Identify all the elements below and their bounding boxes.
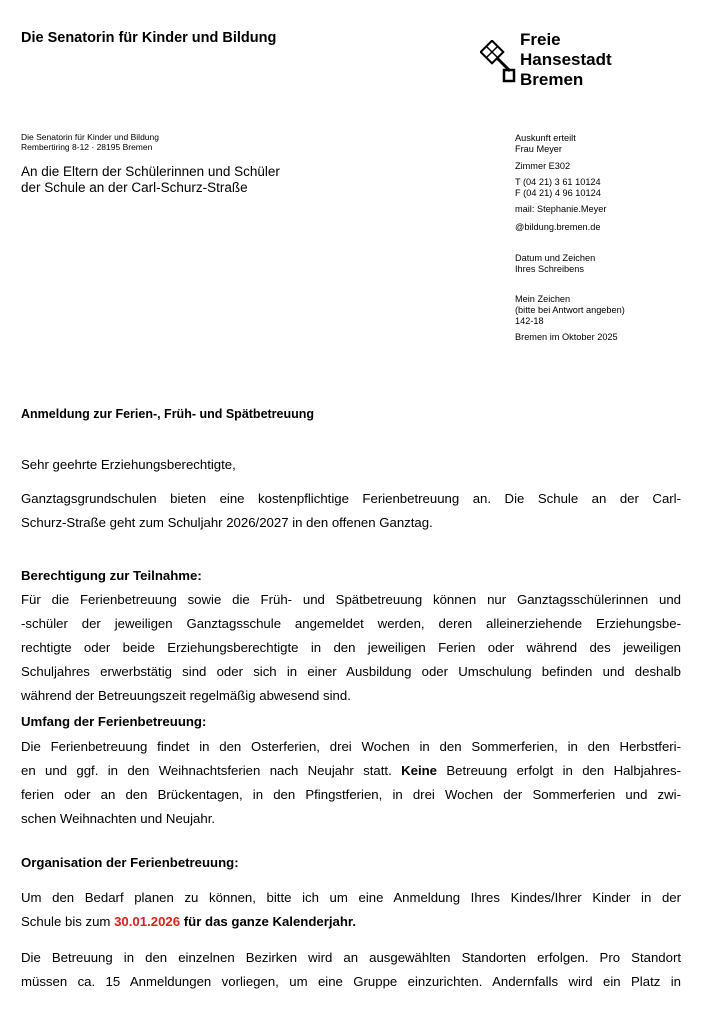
section-heading-organisation: Organisation der Ferienbetreuung: [21, 855, 239, 870]
organisation-para2-line-1: Die Betreuung in den einzelnen Bezirken wird an ausgewählten Standorten erfolgen. Pro Standort [21, 950, 681, 965]
info-zeichen-3: 142-18 [515, 316, 544, 326]
organisation-line-2 [21, 910, 681, 934]
section-umfang-text [21, 735, 681, 831]
deadline-date: 30.01.2026 [114, 914, 181, 929]
berechtigung-line-1: Für die Ferienbetreuung sowie die Früh- und Spätbetreuung können nur Ganztagsschülerinnen und [21, 592, 681, 607]
umfang-line-2-end: Betreuung erfolgt in den Halbjahres- [437, 763, 681, 778]
info-name: Frau Meyer [515, 144, 562, 154]
sender-line-1: Die Senatorin für Kinder und Bildung [21, 132, 159, 142]
info-zimmer: Zimmer E302 [515, 161, 571, 171]
sender-address [21, 132, 159, 152]
info-datum-1: Datum und Zeichen [515, 253, 596, 263]
intro-line-2: Schurz-Straße geht zum Schuljahr 2026/2027 in den offenen Ganztag. [21, 515, 433, 530]
info-auskunft: Auskunft erteilt [515, 133, 576, 143]
umfang-line-3: ferien oder an den Brückentagen, in den Pfingstferien, in drei Wochen der Sommerferien und zwi- [21, 787, 681, 802]
info-fax: F (04 21) 4 96 10124 [515, 188, 601, 198]
letter-subject: Anmeldung zur Ferien-, Früh- und Spätbetreuung [21, 407, 315, 421]
organisation-para2-line-2: müssen ca. 15 Anmeldungen vorliegen, um eine Gruppe einzurichten. Andernfalls wird ein Platz in [21, 974, 681, 989]
umfang-line-1: Die Ferienbetreuung findet in den Osterferien, drei Wochen in den Sommerferien, in den Herbstferi- [21, 739, 681, 754]
section-heading-berechtigung: Berechtigung zur Teilnahme: [21, 568, 202, 583]
info-zeichen-1: Mein Zeichen [515, 294, 571, 304]
umfang-keine: Keine [401, 763, 438, 778]
berechtigung-line-3: rechtigte oder beide Erziehungsberechtigte in den jeweiligen Ferien oder während des jeweiligen [21, 640, 681, 655]
recipient-address [21, 164, 280, 196]
umfang-line-2 [21, 759, 681, 783]
header-title: Die Senatorin für Kinder und Bildung [21, 30, 277, 46]
recipient-line-1: An die Eltern der Schülerinnen und Schüler [21, 164, 280, 179]
info-datum-2: Ihres Schreibens [515, 264, 584, 274]
organisation-line-1: Um den Bedarf planen zu können, bitte ich um eine Anmeldung Ihres Kindes/Ihrer Kinder in der [21, 890, 681, 905]
section-organisation-text [21, 886, 681, 934]
sender-line-2: Rembertiring 8-12 · 28195 Bremen [21, 142, 153, 152]
umfang-line-2-start: en und ggf. in den Weihnachtsferien nach Neujahr statt. [21, 763, 402, 778]
section-berechtigung-text [21, 588, 681, 708]
info-box [515, 133, 705, 343]
section-heading-umfang: Umfang der Ferienbetreuung: [21, 714, 207, 729]
logo-line-3: Bremen [520, 70, 584, 89]
bremen-key-icon [480, 40, 516, 84]
info-ort-datum: Bremen im Oktober 2025 [515, 332, 618, 342]
info-zeichen-2: (bitte bei Antwort angeben) [515, 305, 625, 315]
recipient-line-2: der Schule an der Carl-Schurz-Straße [21, 180, 248, 195]
umfang-line-4: schen Weihnachten und Neujahr. [21, 811, 216, 826]
info-tel: T (04 21) 3 61 10124 [515, 177, 601, 187]
organisation-line-2-end: für das ganze Kalenderjahr. [180, 914, 356, 929]
intro-paragraph [21, 487, 681, 535]
intro-line-1: Ganztagsgrundschulen bieten eine kostenpflichtige Ferienbetreuung an. Die Schule an der Carl- [21, 491, 681, 506]
salutation [21, 453, 681, 477]
logo-line-2: Hansestadt [520, 50, 612, 69]
berechtigung-line-4: Schuljahres erwerbstätig sind oder sich in einer Ausbildung oder Umschulung befinden und deshalb [21, 664, 681, 679]
section-organisation-text-2 [21, 946, 681, 994]
salutation-text: Sehr geehrte Erziehungsberechtigte, [21, 457, 236, 472]
berechtigung-line-2: -schüler der jeweiligen Ganztagsschule angemeldet werden, deren alleinerziehende Erziehungsbe- [21, 616, 681, 631]
info-mail-2[interactable]: @bildung.bremen.de [515, 222, 601, 232]
berechtigung-line-5: während der Betreuungszeit regelmäßig abwesend sind. [21, 688, 351, 703]
info-mail-1[interactable]: mail: Stephanie.Meyer [515, 204, 607, 214]
organisation-line-2-start: Schule bis zum [21, 914, 115, 929]
logo-line-1: Freie [520, 30, 561, 49]
bremen-logo [480, 30, 640, 92]
